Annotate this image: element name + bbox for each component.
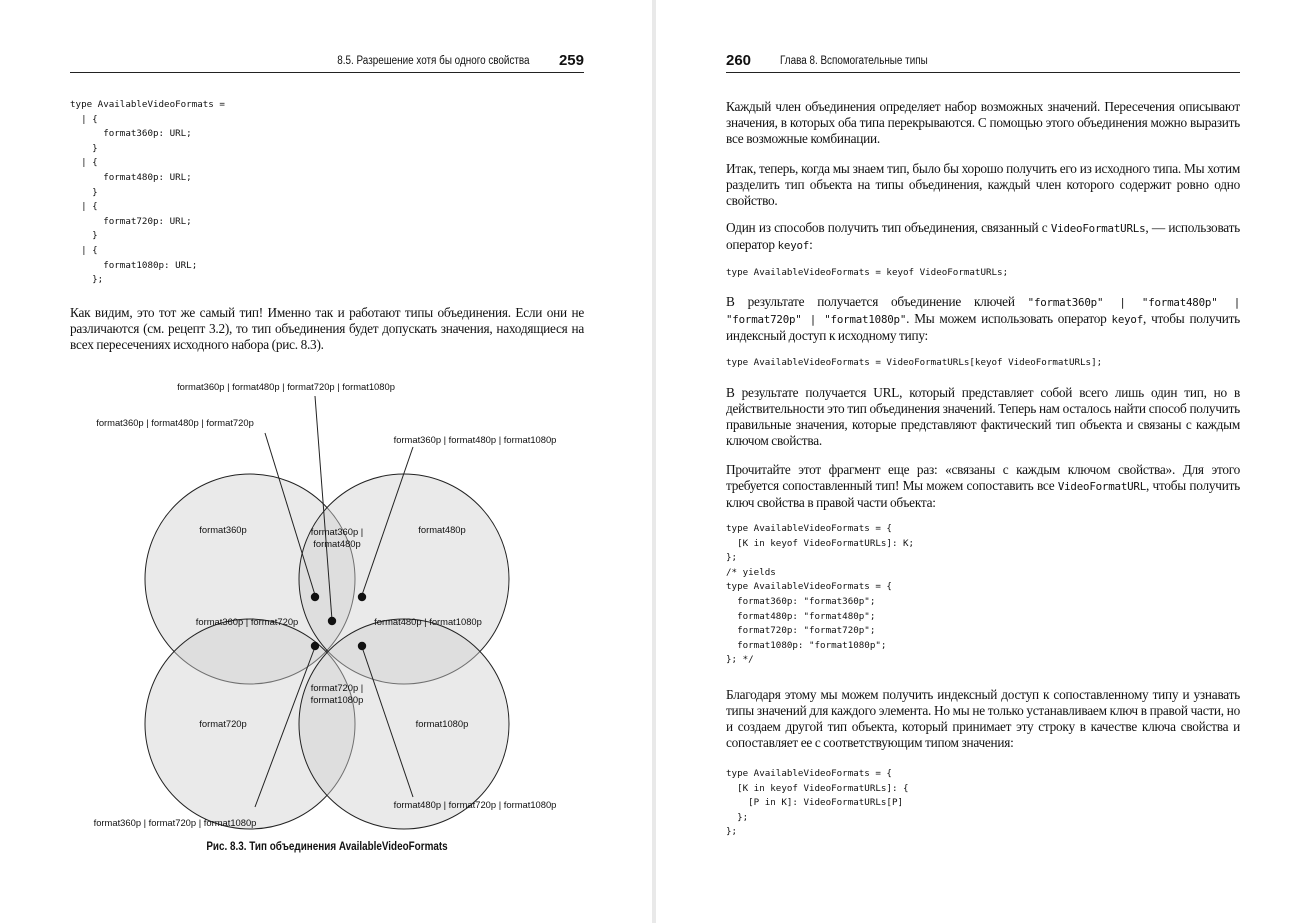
callout-480-720-1080: format480p | format720p | format1080p (393, 799, 557, 810)
paragraph: Итак, теперь, когда мы знаем тип, было бы хорошо получить его из исходного типа. Мы хотим разделить тип объекта на типы объединения, каждый член которого содержит ровно одно свойство. (726, 161, 1240, 208)
running-head: 8.5. Разрешение хотя бы одного свойства (337, 55, 530, 67)
code-block: type AvailableVideoFormats = { [K in keyof VideoFormatURLs]: { [P in K]: VideoFormatURLs[P] }; }; (726, 768, 909, 838)
label-overlap-left: format360p | format720p (195, 616, 299, 627)
page-header (70, 52, 584, 73)
inline-code: VideoFormatURL (1057, 479, 1147, 493)
page-number: 260 (726, 52, 752, 69)
paragraph: В результате получается объединение ключей "format360p" | "format480p" | "format720p" | "format1080p". Мы можем использовать оператор keyof, чтобы получить индексный доступ к исходному типу: (726, 294, 1240, 343)
label-overlap-top-1: format360p | (310, 526, 364, 537)
paragraph: Благодаря этому мы можем получить индексный доступ к сопоставленному типу и узнавать типы значений для каждого элемента. Но мы не только устанавливаем ключ в правой части, но и создаем другой тип объекта, который принимает эту строку в качестве ключа свойства и сопоставляет ее с соответствующим типом значения: (726, 687, 1240, 750)
paragraph: Прочитайте этот фрагмент еще раз: «связаны с каждым ключом свойства». Для этого требуется сопоставленный тип! Мы можем сопоставить все VideoFormatURL, чтобы получить ключ свойства в правой части объекта: (726, 462, 1240, 510)
left-page (0, 0, 652, 923)
paragraph: Один из способов получить тип объединения, связанный с VideoFormatURLs, — использовать оператор keyof: (726, 220, 1240, 252)
dot-all-four (328, 617, 336, 625)
label-format480p: format480p (418, 524, 466, 535)
venn-diagram (80, 375, 580, 835)
dot-360-480-1080 (358, 593, 366, 601)
inline-code: "format360p" | "format480p" | "format720p" | "format1080p" (726, 296, 1240, 326)
label-overlap-bottom-1: format720p | (310, 682, 364, 693)
label-format720p: format720p (199, 718, 247, 729)
callout-360-480-1080: format360p | format480p | format1080p (393, 434, 557, 445)
right-page (656, 0, 1308, 923)
inline-code: keyof (777, 238, 810, 252)
page-number: 259 (558, 52, 584, 69)
dot-360-480-720 (311, 593, 319, 601)
label-overlap-right: format480p | format1080p (374, 616, 482, 627)
inline-code: keyof (1111, 312, 1144, 326)
paragraph: Каждый член объединения определяет набор возможных значений. Пересечения описывают значения, в которых оба типа перекрываются. С помощью этого объединения можно выразить все возможные комбинации. (726, 99, 1240, 146)
code-block: type AvailableVideoFormats = VideoFormatURLs[keyof VideoFormatURLs]; (726, 357, 1103, 368)
running-head: Глава 8. Вспомогательные типы (780, 55, 928, 67)
code-block: type AvailableVideoFormats = | { format360p: URL; } | { format480p: URL; } | { format720p: URL; } | { format1080p: URL; }; (70, 99, 225, 286)
label-format360p: format360p (199, 524, 247, 535)
dot-360-720-1080 (311, 642, 319, 650)
dot-480-720-1080 (358, 642, 366, 650)
callout-360-720-1080: format360p | format720p | format1080p (93, 817, 257, 828)
page-header (726, 52, 1240, 73)
callout-all-four: format360p | format480p | format720p | format1080p (177, 381, 395, 392)
paragraph: В результате получается URL, который представляет собой всего лишь один тип, но в действительности это тип объединения значений. Теперь нам осталось найти способ получить правильные значения, которые представляют фактический тип объекта и связаны с каждым ключом свойства. (726, 385, 1240, 448)
callout-360-480-720: format360p | format480p | format720p (96, 417, 254, 428)
circle-format1080p (299, 619, 509, 829)
label-overlap-bottom-2: format1080p (310, 694, 364, 705)
code-block: type AvailableVideoFormats = keyof VideoFormatURLs; (726, 267, 1009, 278)
label-format1080p: format1080p (415, 718, 469, 729)
paragraph: Как видим, это тот же самый тип! Именно так и работают типы объединения. Если они не различаются (см. рецепт 3.2), то тип объединения будет допускать значения, находящиеся на всех пересечениях исходного набора (рис. 8.3). (70, 305, 584, 352)
label-overlap-top-2: format480p (313, 538, 361, 549)
figure-caption: Рис. 8.3. Тип объединения AvailableVideoFormats (206, 841, 448, 853)
inline-code: VideoFormatURLs (1050, 222, 1146, 235)
code-block: type AvailableVideoFormats = { [K in keyof VideoFormatURLs]: K; }; /* yields type AvailableVideoFormats = { format360p: "format360p"; format480p: "format480p"; format720p: "format720p"; format1080p: "format1080p"; }; */ (726, 523, 915, 666)
